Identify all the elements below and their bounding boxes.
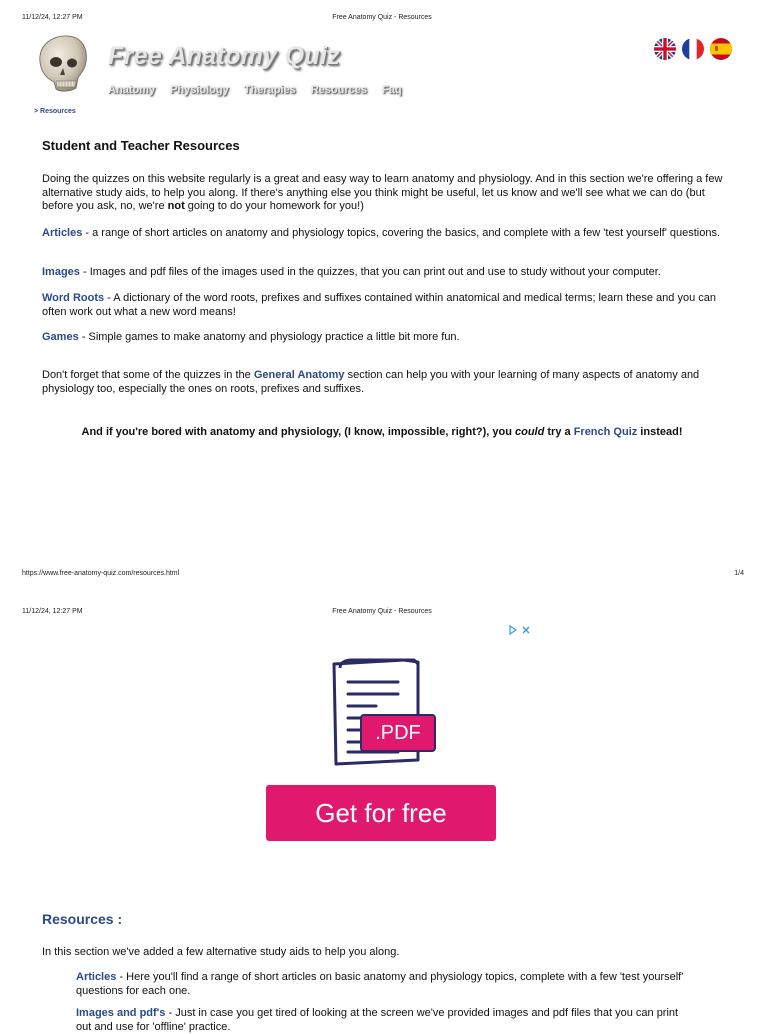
ad-choices-icon[interactable]	[508, 622, 532, 632]
word-roots-desc: - A dictionary of the word roots, prefixes and suffixes contained within anatomical and medical terms; learn these and you can often work out what a new word means!	[42, 292, 716, 318]
resources-heading: Resources :	[42, 911, 123, 927]
bored-line	[0, 426, 764, 438]
breadcrumb[interactable]: > Resources	[34, 108, 76, 115]
resources-intro: In this section we've added a few alternative study aids to help you along.	[42, 946, 400, 958]
general-anatomy-link[interactable]: General Anatomy	[253, 369, 345, 381]
print-datetime-2: 11/12/24, 12:27 PM	[22, 608, 83, 615]
reminder-paragraph	[42, 369, 726, 396]
resources-item-articles	[76, 971, 696, 998]
main-nav	[108, 80, 417, 98]
reminder-text-1: Don't forget that some of the quizzes in the	[42, 369, 254, 381]
site-title[interactable]: Free Anatomy Quiz	[108, 42, 340, 70]
french-quiz-link[interactable]: French Quiz	[573, 426, 638, 438]
images-link[interactable]: Images	[42, 266, 80, 278]
intro-text-2: going to do your homework for you!)	[184, 200, 364, 212]
language-flags	[648, 38, 732, 60]
nav-therapies[interactable]: Therapies	[243, 84, 296, 96]
bored-text-2: try a	[544, 426, 574, 438]
bored-text-3: instead!	[637, 426, 683, 438]
spain-flag-icon[interactable]	[710, 38, 732, 60]
bored-italic: could	[514, 426, 545, 438]
intro-text-1: Doing the quizzes on this website regularly is a great and easy way to learn anatomy and physiology. And in this section we're offering a few alternative study aids, to help you along. If there's anything else you think might be useful, let us know and we'll see what we can do (but before you ask, no, we're	[42, 173, 723, 212]
print-datetime: 11/12/24, 12:27 PM	[22, 14, 83, 21]
pdf-badge: .PDF	[360, 714, 436, 752]
resource-item-images	[42, 266, 726, 280]
articles-link[interactable]: Articles	[42, 227, 83, 239]
resource-item-word-roots	[42, 292, 726, 319]
print-footer-url: https://www.free-anatomy-quiz.com/resources.html	[22, 570, 180, 577]
reminder-text-2: section can help you with your learning of many aspects of anatomy and physiology too, especially the ones on roots, prefixes and suffixes.	[42, 369, 700, 395]
france-flag-icon[interactable]	[682, 38, 704, 60]
get-for-free-button[interactable]: Get for free	[266, 785, 496, 841]
resources-item-images-pdfs	[76, 1007, 696, 1034]
uk-flag-icon[interactable]	[654, 38, 676, 60]
games-desc: - Simple games to make anatomy and physiology practice a little bit more fun.	[78, 331, 460, 343]
images-desc: - Images and pdf files of the images used in the quizzes, that you can print out and use to study without your computer.	[79, 266, 661, 278]
articles-link-2[interactable]: Articles	[76, 971, 117, 983]
games-link[interactable]: Games	[42, 331, 79, 343]
word-roots-link[interactable]: Word Roots	[42, 292, 105, 304]
nav-anatomy[interactable]: Anatomy	[108, 84, 156, 96]
skull-logo-icon[interactable]	[30, 32, 92, 94]
resource-item-articles	[42, 227, 726, 241]
resource-item-games	[42, 331, 726, 345]
images-pdfs-desc: - Just in case you get tired of looking at the screen we've provided images and pdf files that you can print out and use for 'offline' practice.	[76, 1007, 679, 1033]
images-pdfs-link[interactable]: Images and pdf's	[76, 1007, 166, 1019]
print-footer-page: 1/4	[734, 570, 744, 577]
page-heading: Student and Teacher Resources	[42, 138, 240, 153]
nav-physiology[interactable]: Physiology	[170, 84, 229, 96]
print-title: Free Anatomy Quiz - Resources	[332, 14, 432, 21]
print-title-2: Free Anatomy Quiz - Resources	[332, 608, 432, 615]
articles-desc-2: - Here you'll find a range of short articles on basic anatomy and physiology topics, complete with a few 'test yourself' questions for each one.	[76, 971, 684, 997]
nav-resources[interactable]: Resources	[310, 84, 367, 96]
bored-text-1: And if you're bored with anatomy and physiology, (I know, impossible, right?), you	[81, 426, 515, 438]
intro-paragraph	[42, 173, 726, 214]
intro-bold: not	[167, 200, 185, 212]
articles-desc: - a range of short articles on anatomy and physiology topics, covering the basics, and complete with a few 'test yourself' questions.	[82, 227, 721, 239]
nav-faq[interactable]: Faq	[381, 84, 402, 96]
